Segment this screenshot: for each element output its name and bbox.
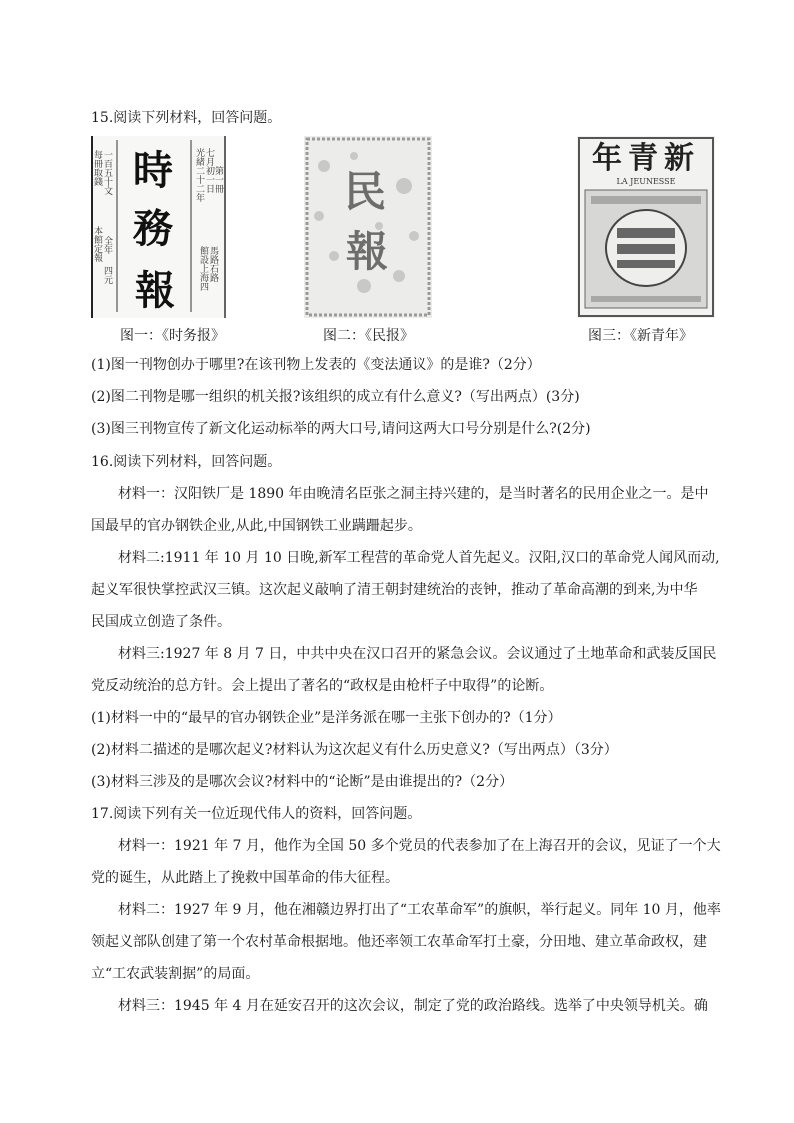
shiwubao-left-col-2: 一百五十文 — [102, 150, 112, 195]
q17-material-2-line-3: 立“工农武装割据”的局面。 — [91, 966, 260, 982]
q15-question-2: (2)图二刊物是哪一组织的机关报?该组织的成立有什么意义?（写出两点）(3分) — [91, 389, 580, 405]
q16-material-2-line-1: 材料二:1911 年 10 月 10 日晚,新军工程营的革命党人首先起义。汉阳,汉口的革命党人闻风而动, — [118, 550, 720, 566]
q16-title: 16.阅读下列材料，回答问题。 — [91, 454, 282, 470]
caption-image-1: 图一：《时务报》 — [120, 328, 225, 344]
xinqingnian-title: 年青新 — [592, 141, 700, 176]
minbao-title-char-1: 民 — [344, 167, 387, 216]
xinqingnian-cover-illustration — [577, 136, 715, 318]
q15-question-1: (1)图一刊物创办于哪里?在该刊物上发表的《变法通议》的是谁?（2分） — [91, 357, 541, 373]
minbao-title-char-2: 報 — [346, 227, 389, 276]
q16-question-1: (1)材料一中的“最早的官办钢铁企业”是洋务派在哪一主张下创办的?（1分） — [91, 710, 562, 726]
q15-question-3: (3)图三刊物宣传了新文化运动标举的两大口号,请问这两大口号分别是什么?(2分) — [91, 421, 591, 437]
shiwubao-address-1: 館設上海四 — [198, 246, 208, 291]
shiwubao-date-col-2: 七月初一日 — [204, 148, 214, 193]
q16-question-2: (2)材料二描述的是哪次起义?材料认为这次起义有什么历史意义?（写出两点）（3分） — [91, 742, 618, 758]
q17-material-3-line-1: 材料三：1945 年 4 月在延安召开的这次会议，制定了党的政治路线。选举了中央领导机关。确 — [118, 998, 708, 1014]
q16-material-2-line-2: 起义军很快掌控武汉三镇。这次起义敲响了清王朝封建统治的丧钟，推动了革命高潮的到来,为中华 — [91, 582, 698, 598]
image-shiwubao — [91, 136, 226, 318]
image-minbao — [304, 136, 432, 318]
q16-material-3-line-1: 材料三:1927 年 8 月 7 日，中共中央在汉口召开的紧急会议。会议通过了土地革命和武装反国民 — [118, 646, 717, 662]
image-xinqingnian — [577, 136, 715, 318]
shiwubao-left-col-5: 四元 — [102, 266, 112, 284]
shiwubao-address-2: 馬路石路 — [208, 246, 218, 282]
minbao-cover-illustration — [304, 136, 432, 318]
shiwubao-volume: 第一冊 — [213, 166, 223, 193]
shiwubao-title-char-2: 務 — [133, 205, 173, 252]
shiwubao-cover-illustration — [91, 136, 226, 318]
shiwubao-date-col-1: 光緒二十二年 — [194, 148, 204, 202]
q17-title: 17.阅读下列有关一位近现代伟人的资料，回答问题。 — [91, 806, 422, 822]
q17-material-2-line-1: 材料二：1927 年 9 月，他在湘赣边界打出了“工农革命军”的旗帜，举行起义。同年 10 月，他率 — [118, 902, 721, 918]
q15-title: 15.阅读下列材料，回答问题。 — [91, 110, 282, 126]
shiwubao-left-col-1: 每冊取錢 — [92, 150, 102, 186]
q17-material-1-line-1: 材料一：1921 年 7 月，他作为全国 50 多个党员的代表参加了在上海召开的会议，见证了一个大 — [118, 838, 721, 854]
shiwubao-left-col-3: 本館定報 — [92, 226, 102, 262]
q16-material-3-line-2: 党反动统治的总方针。会上提出了著名的“政权是由枪杆子中取得”的论断。 — [91, 678, 554, 694]
xinqingnian-subtitle: LA JEUNESSE — [616, 177, 676, 186]
caption-image-3: 图三：《新青年》 — [588, 328, 693, 344]
q16-material-2-line-3: 民国成立创造了条件。 — [91, 614, 231, 630]
shiwubao-left-col-4: 全年 — [102, 236, 112, 254]
q16-material-1-line-1: 材料一：汉阳铁厂是 1890 年由晚清名臣张之洞主持兴建的，是当时著名的民用企业之一。是中 — [118, 486, 709, 502]
shiwubao-title-char-3: 報 — [135, 267, 175, 314]
caption-image-2: 图二：《民报》 — [323, 328, 414, 344]
q16-question-3: (3)材料三涉及的是哪次会议?材料中的“论断”是由谁提出的?（2分） — [91, 774, 514, 790]
q17-material-2-line-2: 领起义部队创建了第一个农村革命根据地。他还率领工农革命军打土豪，分田地、建立革命政权，建 — [91, 934, 707, 950]
shiwubao-title-char-1: 時 — [133, 147, 173, 194]
q17-material-1-line-2: 党的诞生，从此踏上了挽救中国革命的伟大征程。 — [91, 870, 399, 886]
q16-material-1-line-2: 国最早的官办钢铁企业,从此,中国钢铁工业蹒跚起步。 — [91, 518, 422, 534]
